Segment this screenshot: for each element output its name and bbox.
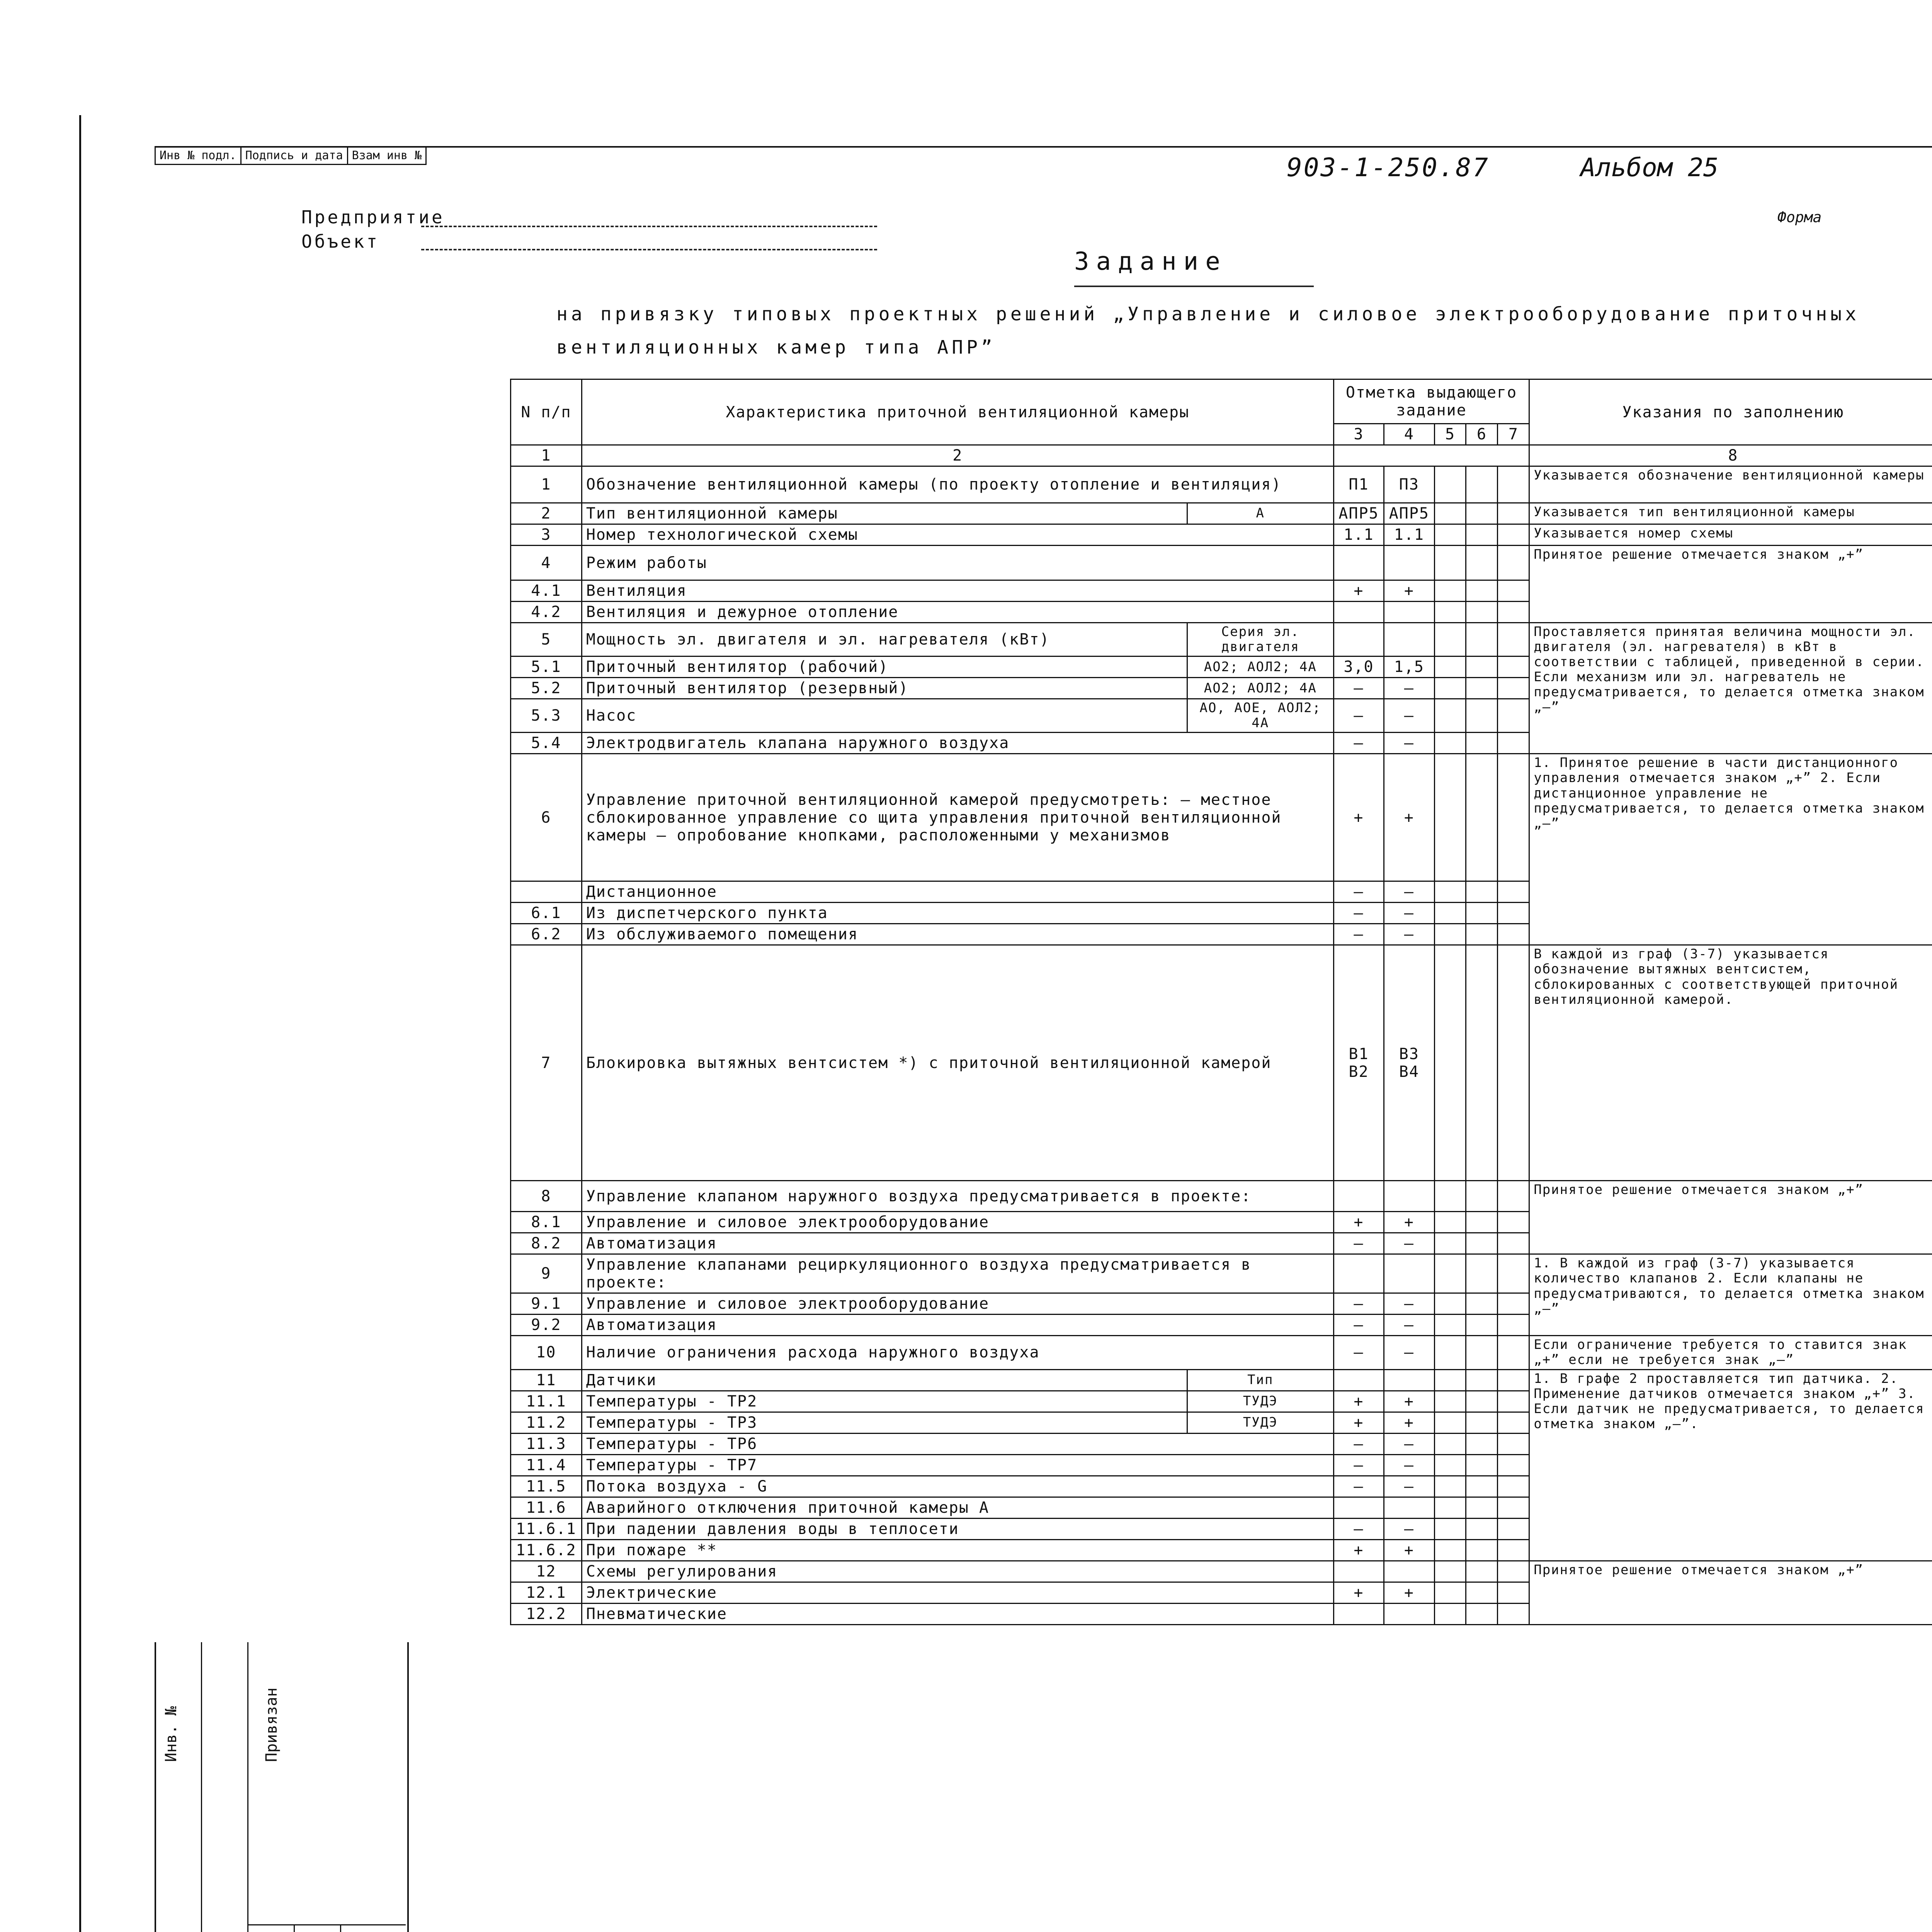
cell: АО2; АОЛ2; 4А xyxy=(1187,656,1333,678)
cell: – xyxy=(1384,1433,1434,1454)
cell: Температуры - ТР3 xyxy=(582,1412,1187,1433)
cell: Приточный вентилятор (резервный) xyxy=(582,678,1187,699)
cell: 11.6 xyxy=(511,1497,582,1518)
cell: + xyxy=(1384,1391,1434,1412)
side-stamp-divider xyxy=(294,1924,295,1932)
cell xyxy=(511,881,582,903)
table-row xyxy=(511,754,1932,881)
colnum: 4 xyxy=(1384,424,1434,445)
cell xyxy=(1333,546,1384,580)
cell: 4 xyxy=(511,546,582,580)
cell: 11.6.2 xyxy=(511,1539,582,1561)
cell xyxy=(1333,623,1384,656)
cell xyxy=(1333,1254,1384,1293)
cell: При пожаре ** xyxy=(582,1539,1333,1561)
cell: 10 xyxy=(511,1336,582,1369)
cell: + xyxy=(1384,1539,1434,1561)
cell: Мощность эл. двигателя и эл. нагревателя (кВт) xyxy=(582,623,1187,656)
cell: П1 xyxy=(1333,466,1384,503)
cell: – xyxy=(1333,1476,1384,1497)
cell: АО, АОЕ, АОЛ2; 4А xyxy=(1187,699,1333,733)
title-underline xyxy=(1074,284,1314,287)
side-stamp-divider xyxy=(340,1924,341,1932)
cell: Проставляется принятая величина мощности эл. двигателя (эл. нагревателя) в кВт в соответствии с таблицей, приведенной в серии. Если механизм или эл. нагреватель не предусматривается, то делается отметка знаком „–” xyxy=(1529,623,1932,754)
cell: 11.2 xyxy=(511,1412,582,1433)
cell: Электродвигатель клапана наружного воздуха xyxy=(582,733,1333,754)
colnum: 7 xyxy=(1498,424,1529,445)
cell: + xyxy=(1384,580,1434,602)
cell: 5.2 xyxy=(511,678,582,699)
header-num: N п/п xyxy=(511,379,582,445)
cell: При падении давления воды в теплосети xyxy=(582,1518,1333,1539)
cell: Номер технологической схемы xyxy=(582,524,1333,546)
cell: 7 xyxy=(511,945,582,1181)
top-stamp xyxy=(155,146,427,165)
side-stamp xyxy=(155,1642,409,1932)
cell: + xyxy=(1333,1412,1384,1433)
cell: – xyxy=(1384,1233,1434,1254)
cell: Наличие ограничения расхода наружного воздуха xyxy=(582,1336,1333,1369)
cell: Электрические xyxy=(582,1582,1333,1603)
document-code: 903-1-250.87 xyxy=(1287,153,1490,182)
cell: Управление и силовое электрооборудование xyxy=(582,1293,1333,1315)
cell: АПР5 xyxy=(1384,503,1434,524)
cell: 3 xyxy=(511,524,582,546)
cell: П3 xyxy=(1384,466,1434,503)
cell: + xyxy=(1384,754,1434,881)
cell: 2 xyxy=(511,503,582,524)
cell: – xyxy=(1333,1293,1384,1315)
cell: – xyxy=(1333,924,1384,945)
cell: 1,5 xyxy=(1384,656,1434,678)
side-stamp-divider xyxy=(201,1642,202,1932)
cell: Вентиляция и дежурное отопление xyxy=(582,602,1333,623)
cell: Аварийного отключения приточной камеры А xyxy=(582,1497,1333,1518)
cell: – xyxy=(1333,1454,1384,1476)
cell: – xyxy=(1333,733,1384,754)
cell: – xyxy=(1384,924,1434,945)
cell: Из обслуживаемого помещения xyxy=(582,924,1333,945)
header-marks: Отметка выдающего задание xyxy=(1333,379,1529,424)
cell: Температуры - ТР7 xyxy=(582,1454,1333,1476)
cell: – xyxy=(1384,1315,1434,1336)
cell: 12.1 xyxy=(511,1582,582,1603)
cell: 1. В каждой из граф (3-7) указывается количество клапанов 2. Если клапаны не предусматриваются, то делается отметка знаком „–” xyxy=(1529,1254,1932,1336)
cell: 6 xyxy=(511,754,582,881)
colnum: 6 xyxy=(1466,424,1498,445)
cell: Указывается обозначение вентиляционной камеры xyxy=(1529,466,1932,503)
cell: Тип xyxy=(1187,1369,1333,1391)
header-characteristic: Характеристика приточной вентиляционной камеры xyxy=(582,379,1333,445)
cell: Дистанционное xyxy=(582,881,1333,903)
enterprise-field[interactable] xyxy=(421,224,877,227)
cell: – xyxy=(1384,733,1434,754)
cell: – xyxy=(1333,881,1384,903)
colnum: 8 xyxy=(1529,445,1932,466)
table-row xyxy=(511,623,1932,656)
colnum: 2 xyxy=(582,445,1333,466)
cell: – xyxy=(1333,1315,1384,1336)
cell: Режим работы xyxy=(582,546,1333,580)
cell: – xyxy=(1333,1518,1384,1539)
cell: 11.1 xyxy=(511,1391,582,1412)
cell: Из диспетчерского пункта xyxy=(582,903,1333,924)
cell: + xyxy=(1333,1391,1384,1412)
cell: – xyxy=(1384,699,1434,733)
cell xyxy=(1384,1254,1434,1293)
cell: 9.1 xyxy=(511,1293,582,1315)
cell: 11 xyxy=(511,1369,582,1391)
cell: В1 В2 xyxy=(1333,945,1384,1181)
table-row xyxy=(511,1254,1932,1293)
cell: Управление клапанами рециркуляционного воздуха предусматривается в проекте: xyxy=(582,1254,1333,1293)
cell: 8.2 xyxy=(511,1233,582,1254)
cell: Принятое решение отмечается знаком „+” xyxy=(1529,1561,1932,1624)
cell: 3,0 xyxy=(1333,656,1384,678)
side-stamp-divider xyxy=(247,1642,248,1932)
cell: АО2; АОЛ2; 4А xyxy=(1187,678,1333,699)
cell xyxy=(1384,1497,1434,1518)
cell: 1. Принятое решение в части дистанционного управления отмечается знаком „+” 2. Если дистанционное управление не предусматривается, то делается отметка знаком „–” xyxy=(1529,754,1932,945)
cell xyxy=(1384,1603,1434,1624)
cell: – xyxy=(1384,1336,1434,1369)
cell: АПР5 xyxy=(1333,503,1384,524)
stamp-inv: Инв № подл. xyxy=(156,147,242,164)
enterprise-label: Предприятие xyxy=(301,207,445,228)
cell: + xyxy=(1384,1412,1434,1433)
page-title: Задание xyxy=(1074,247,1227,276)
cell: В каждой из граф (3-7) указывается обозначение вытяжных вентсистем, сблокированных с соответствующей приточной вентиляционной камерой. xyxy=(1529,945,1932,1181)
cell xyxy=(1384,1369,1434,1391)
cell: 5 xyxy=(511,623,582,656)
cell: + xyxy=(1333,1212,1384,1233)
cell: 11.4 xyxy=(511,1454,582,1476)
cell: 9.2 xyxy=(511,1315,582,1336)
cell: 8.1 xyxy=(511,1212,582,1233)
colnum: 1 xyxy=(511,445,582,466)
cell: Обозначение вентиляционной камеры (по проекту отопление и вентиляция) xyxy=(582,466,1333,503)
cell: Датчики xyxy=(582,1369,1187,1391)
cell: + xyxy=(1333,754,1384,881)
cell: – xyxy=(1333,903,1384,924)
cell: Управление и силовое электрооборудование xyxy=(582,1212,1333,1233)
side-stamp-divider xyxy=(247,1924,406,1925)
table-row xyxy=(511,1369,1932,1391)
cell xyxy=(1333,602,1384,623)
cell xyxy=(1333,1497,1384,1518)
cell: – xyxy=(1384,678,1434,699)
form-label: Форма xyxy=(1777,209,1822,226)
cell: – xyxy=(1333,699,1384,733)
table-row xyxy=(511,466,1932,503)
cell: Указывается тип вентиляционной камеры xyxy=(1529,503,1932,524)
main-table xyxy=(510,379,1932,1625)
cell: 1.1 xyxy=(1333,524,1384,546)
cell: 1 xyxy=(511,466,582,503)
cell: А xyxy=(1187,503,1333,524)
cell: 11.6.1 xyxy=(511,1518,582,1539)
cell: Указывается номер схемы xyxy=(1529,524,1932,546)
cell: – xyxy=(1384,1293,1434,1315)
colnum: 3 xyxy=(1333,424,1384,445)
stamp-replace: Взам инв № xyxy=(352,149,422,162)
cell xyxy=(1384,623,1434,656)
cell: – xyxy=(1333,1336,1384,1369)
cell: 1.1 xyxy=(1384,524,1434,546)
cell: 5.1 xyxy=(511,656,582,678)
frame-left-line xyxy=(79,115,81,1932)
cell: 1. В графе 2 проставляется тип датчика. 2. Применение датчиков отмечается знаком „+” 3. Если датчик не предусматривается, то делается отметка знаком „–”. xyxy=(1529,1369,1932,1561)
cell: Серия эл. двигателя xyxy=(1187,623,1333,656)
colnum: 5 xyxy=(1434,424,1466,445)
cell: 5.4 xyxy=(511,733,582,754)
object-field[interactable] xyxy=(421,247,877,250)
cell xyxy=(1384,1181,1434,1212)
cell: Температуры - ТР2 xyxy=(582,1391,1187,1412)
cell: Вентиляция xyxy=(582,580,1333,602)
cell: Принятое решение отмечается знаком „+” xyxy=(1529,1181,1932,1254)
cell xyxy=(1333,1603,1384,1624)
object-label: Объект xyxy=(301,231,380,252)
cell: Управление клапаном наружного воздуха предусматривается в проекте: xyxy=(582,1181,1333,1212)
cell: – xyxy=(1384,1518,1434,1539)
cell: Схемы регулирования xyxy=(582,1561,1333,1582)
cell: Управление приточной вентиляционной камерой предусмотреть: – местное сблокированное управление со щита управления приточной вентиляционной камеры – опробование кнопками, расположенными у механизмов xyxy=(582,754,1333,881)
cell: Блокировка вытяжных вентсистем *) с приточной вентиляционной камерой xyxy=(582,945,1333,1181)
cell: Насос xyxy=(582,699,1187,733)
cell: 9 xyxy=(511,1254,582,1293)
cell xyxy=(1333,1561,1384,1582)
cell: Автоматизация xyxy=(582,1315,1333,1336)
cell: ТУДЭ xyxy=(1187,1412,1333,1433)
album-label: Альбом 25 xyxy=(1580,153,1719,182)
cell: Пневматические xyxy=(582,1603,1333,1624)
side-inv: Инв. № xyxy=(162,1706,180,1762)
cell: – xyxy=(1333,1233,1384,1254)
page-subtitle: на привязку типовых проектных решений „Управление и силовое электрооборудование приточных вентиляционных камер типа АПР” xyxy=(556,303,1860,358)
table-row xyxy=(511,1336,1932,1369)
cell xyxy=(1384,1561,1434,1582)
side-privyazan: Привязан xyxy=(263,1687,281,1762)
cell: – xyxy=(1384,1454,1434,1476)
cell: – xyxy=(1384,1476,1434,1497)
cell: Принятое решение отмечается знаком „+” xyxy=(1529,546,1932,623)
cell: 11.3 xyxy=(511,1433,582,1454)
cell: В3 В4 xyxy=(1384,945,1434,1181)
cell: – xyxy=(1384,903,1434,924)
cell: Автоматизация xyxy=(582,1233,1333,1254)
cell xyxy=(1384,602,1434,623)
table-row xyxy=(511,1181,1932,1212)
table-row xyxy=(511,945,1932,1181)
cell: + xyxy=(1333,580,1384,602)
cell xyxy=(1333,1369,1384,1391)
cell: 12.2 xyxy=(511,1603,582,1624)
cell: + xyxy=(1333,1539,1384,1561)
cell: – xyxy=(1384,881,1434,903)
cell: 4.2 xyxy=(511,602,582,623)
cell: Если ограничение требуется то ставится знак „+” если не требуется знак „–” xyxy=(1529,1336,1932,1369)
table-row xyxy=(511,524,1932,546)
cell xyxy=(1333,1181,1384,1212)
cell: 8 xyxy=(511,1181,582,1212)
cell: 4.1 xyxy=(511,580,582,602)
cell: + xyxy=(1333,1582,1384,1603)
cell: – xyxy=(1333,1433,1384,1454)
cell: 6.1 xyxy=(511,903,582,924)
table-row xyxy=(511,546,1932,580)
cell: Приточный вентилятор (рабочий) xyxy=(582,656,1187,678)
stamp-sign-date: Подпись и дата xyxy=(242,147,348,164)
cell: Тип вентиляционной камеры xyxy=(582,503,1187,524)
table-row xyxy=(511,1561,1932,1582)
header-instructions: Указания по заполнению xyxy=(1529,379,1932,445)
cell: + xyxy=(1384,1212,1434,1233)
cell: 12 xyxy=(511,1561,582,1582)
cell: 6.2 xyxy=(511,924,582,945)
cell: 5.3 xyxy=(511,699,582,733)
cell: + xyxy=(1384,1582,1434,1603)
cell: 11.5 xyxy=(511,1476,582,1497)
table-row xyxy=(511,503,1932,524)
cell: Температуры - ТР6 xyxy=(582,1433,1333,1454)
cell: Потока воздуха - G xyxy=(582,1476,1333,1497)
cell xyxy=(1384,546,1434,580)
cell: ТУДЭ xyxy=(1187,1391,1333,1412)
cell: – xyxy=(1333,678,1384,699)
